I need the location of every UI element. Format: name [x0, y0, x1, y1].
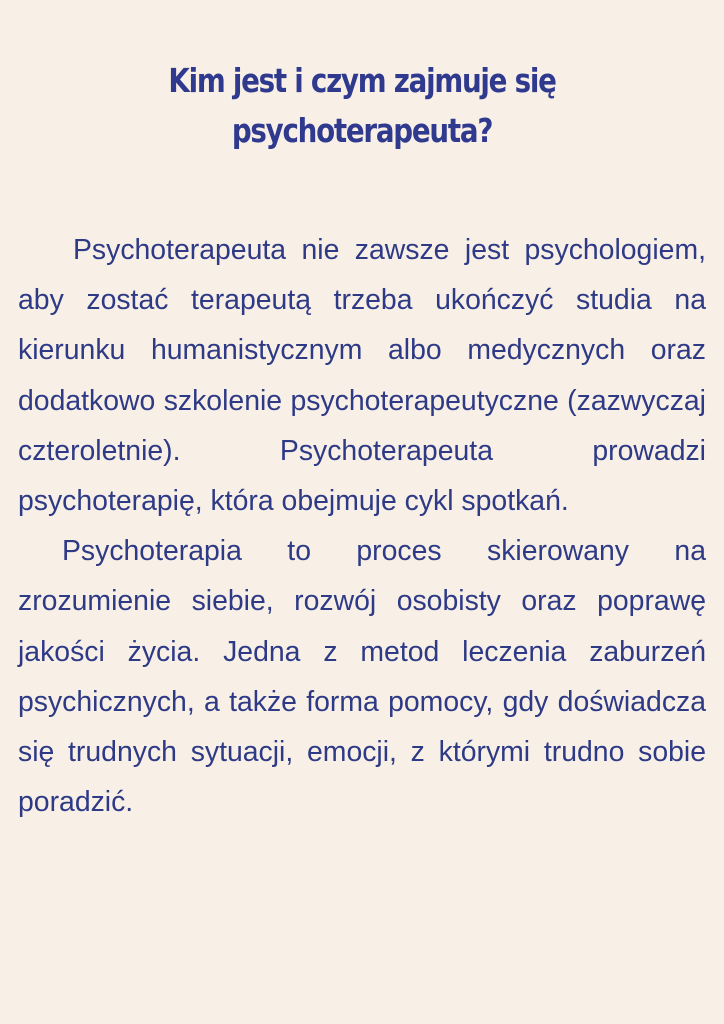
title-line-1: Kim jest i czym zajmuje się — [168, 61, 556, 100]
paragraph-1: Psychoterapeuta nie zawsze jest psychologiem, aby zostać terapeutą trzeba ukończyć studia na kierunku humanistycznym albo medycznych oraz dodatkowo szkolenie psychoterapeutyczne (zazwyczaj czteroletnie). Psychoterapeuta prowadzi psychoterapię, która obejmuje cykl spotkań. — [18, 234, 706, 518]
body-text — [18, 225, 706, 827]
title-line-2: psychoterapeuta? — [231, 111, 493, 150]
page-title — [108, 56, 615, 156]
paragraph-2: Psychoterapia to proces skierowany na zrozumienie siebie, rozwój osobisty oraz poprawę jakości życia. Jedna z metod leczenia zaburzeń psychicznych, a także forma pomocy, gdy doświadcza się trudnych sytuacji, emocji, z którymi trudno sobie poradzić. — [18, 535, 706, 819]
